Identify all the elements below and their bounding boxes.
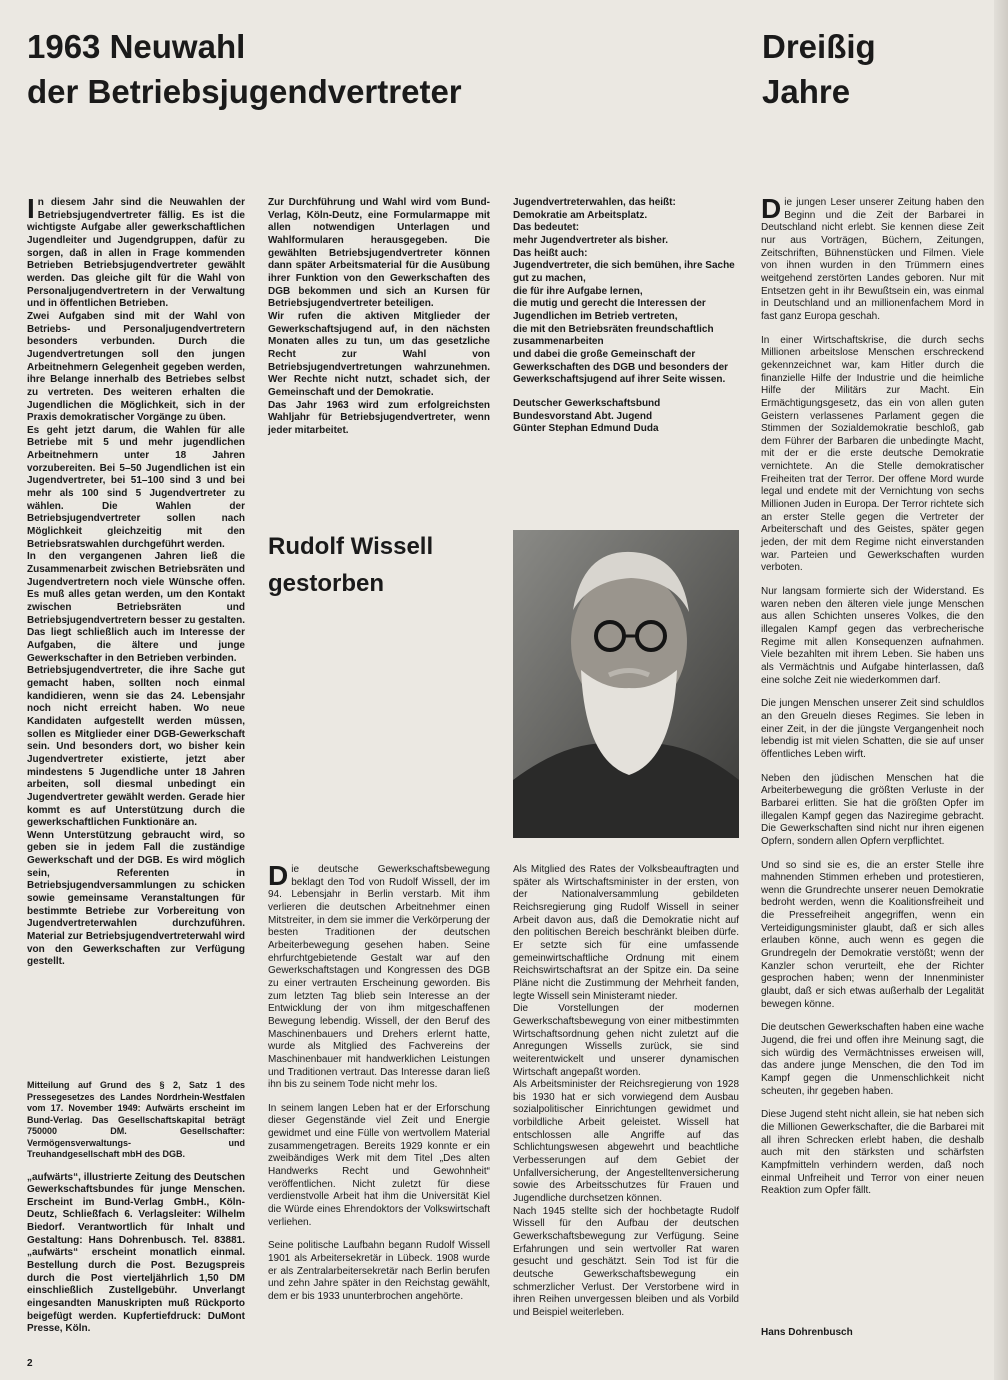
title-line: Rudolf Wissell <box>268 533 434 560</box>
paragraph: ie jungen Leser unserer Zeitung haben den Beginn und die Zeit der Barbarei in Deutschland nicht erlebt. Sie kennen diese Zeit nur aus Vorträgen, Büchern, Zeitungen, Zeitschriften, Bühnenstücken und Filmen. Viele von ihnen wurden in den Trümmern eines weitgehend zerstörten Landes geboren. Nur mit Entsetzen geht in ihr Bewußtsein ein, was einmal in Deutschland und an millionenfachem Mord in fast ganz Europa geschah. <box>761 197 984 322</box>
publisher-info: „aufwärts“, illustrierte Zeitung des Deutschen Gewerkschaftsbundes für junge Menschen. Erscheint im Bund-Verlag GmbH., Köln-Deutz, Schließfach 6. Verlagsleiter: Wilhelm Biedorf. Verantwortlich für Inhalt und Gestaltung: Hans Dohrenbusch. Tel. 83881. „aufwärts“ erscheint monatlich einmal. Bestellung durch die Post. Bezugspreis durch die Post vierteljährlich 1,50 DM einschließlich Zustellgebühr. Unverlangt eingesandten Manuskripten muß Rückporto beigefügt werden. Kupfertiefdruck: DuMont Presse, Köln. <box>27 1171 245 1335</box>
paragraph: Wir rufen die aktiven Mitglieder der Gewerkschaftsjugend auf, in den nächsten Monaten alles zu tun, um das gesetzliche Recht zur Wahl von Betriebsjugendvertretungen wahrzunehmen. Wer Rechte nicht nutzt, schadet sich, der Gemeinschaft und der Demokratie. <box>268 310 490 398</box>
paragraph: Betriebsjugendvertreter, die ihre Sache gut gemacht haben, sollten noch einmal kandidieren, wenn sie das 24. Lebensjahr noch nicht erreicht haben. Wo neue Kandidaten aufgestellt werden müssen, sollen es Mitglieder einer DGB-Gewerkschaft sein. Und besonders dort, wo bisher kein Jugendvertreter existierte, jetzt aber mindestens 5 Jugendliche unter 18 Jahren arbeiten, soll diesmal unbedingt ein Jugendvertreter gewählt werden. Gerade hier kommt es auf Unterstützung durch die gewerkschaftlichen Funktionäre an. <box>27 665 245 829</box>
paragraph: Neben den jüdischen Menschen hat die Arbeiterbewegung die größten Verluste in der Barbarei erlitten. Sie hat die größten Opfer im illegalen Kampf gegen das Naziregime gebracht. Die Gewerkschaften sind nicht nur ihren eigenen Opfern, sondern allen Opfern verpflichtet. <box>761 772 984 847</box>
paragraph: Und so sind sie es, die an erster Stelle ihre mahnenden Stimmen erheben und protestieren, wenn die Grundrechte unserer neuen Demokratie bedroht werden, wenn die Koalitionsfreiheit und die Pressefreiheit angegriffen, wenn ein Verteidigungsminister glaubt, daß er sich alles erlauben könne, auch wenn es gegen die Grundregeln der Demokratie verstößt; wenn der Kanzler schon verurteilt, ehe der Richter gesprochen haben; wenn der Innenminister glaubt, daß er sich etwas außerhalb der Legalität bewegen könne. <box>761 859 984 1010</box>
headline-line: 1963 Neuwahl <box>27 28 246 65</box>
paragraph: In den vergangenen Jahren ließ die Zusammenarbeit zwischen Betriebsräten und Jugendvertretern noch viele Wünsche offen. Es muß alles getan werden, um den Kontakt zwischen Betriebsräten und Betriebsjugendvertretern besser zu gestalten. Das liegt schließlich auch im Interesse der Aufgaben, die ältere und junge Gewerkschafter in den Betrieben verbinden. <box>27 551 245 664</box>
paragraph: n diesem Jahr sind die Neuwahlen der Betriebsjugendvertreter fällig. Es ist die wichtigste Aufgabe aller gewerkschaftlichen Jugendleiter und Jugendgruppen, dafür zu sorgen, daß in allen in Frage kommenden Betrieben Betriebsjugendvertreter gewählt werden. Das gleiche gilt für die Wahl von Personaljugendvertretern in der Verwaltung und in öffentlichen Betrieben. <box>27 197 245 310</box>
impressum <box>27 1080 245 1347</box>
obituary-column-2 <box>513 864 739 1320</box>
drop-cap: I <box>27 193 35 224</box>
paragraph: Als Mitglied des Rates der Volksbeauftragten und später als Wirtschaftsminister in der ersten, von der Nationalversammlung gebildeten Reichsregierung ging Rudolf Wissell in seiner Arbeit davon aus, daß die Demokratie nicht auf den politischen Bereich beschränkt bleiben dürfe. Er setzte sich für eine umfassende gemeinwirtschaftliche Ordnung mit einem Reichswirtschaftsrat an der Spitze ein. Da seine Pläne nicht die Zustimmung der Mehrheit fanden, legte Wissell sein Ministeramt nieder. <box>513 864 739 1002</box>
list-line: Demokratie am Arbeitsplatz. <box>513 209 648 221</box>
portrait-photo <box>513 530 739 838</box>
paragraph: Das Jahr 1963 wird zum erfolgreichsten Wahljahr für Betriebsjugendvertreter, wenn jeder mitarbeitet. <box>268 399 490 436</box>
list-line: und dabei die große Gemeinschaft der Gewerkschaften des DGB und besonders der Gewerkschaftsjugend auf ihrer Seite wissen. <box>513 348 729 386</box>
paragraph: Diese Jugend steht nicht allein, sie hat neben sich die Millionen Gewerkschafter, die die Barbarei mit all ihren Schrecken erlebt haben, die deshalb auch mit den stärksten und schärfsten Kampfmitteln verhindern werden, daß noch einmal Unfreiheit und Terror von einer neuen Reaktion zum Opfer fällt. <box>761 1109 984 1197</box>
sender-line: Deutscher Gewerkschaftsbund <box>513 397 661 409</box>
drop-cap: D <box>761 193 782 224</box>
drop-cap: D <box>268 860 289 891</box>
obituary-column-1 <box>268 860 490 1304</box>
title-line: gestorben <box>268 570 385 597</box>
paragraph: Nach 1945 stellte sich der hochbetagte Rudolf Wissell für den Aufbau der deutschen Gewerkschaftsbewegung zur Verfügung. Seine Erfahrungen und sein wertvoller Rat waren gesucht und geschätzt. Sein Tod ist für die deutsche Gewerkschaftsbewegung ein schmerzlicher Verlust. Der Verstorbene wird in ihren Reihen unvergessen bleiben und als Vorbild und Beispiel weiterleben. <box>513 1205 739 1318</box>
paragraph: Zur Durchführung und Wahl wird vom Bund-Verlag, Köln-Deutz, eine Formularmappe mit allen notwendigen Unterlagen und Wahlformularen herausgegeben. Die gewählten Betriebsjugendvertreter können dann später Arbeitsmaterial für die Ausübung ihrer Funktion von den Gewerkschaften des DGB bekommen und sich an Kursen für Betriebsjugendvertreter beteiligen. <box>268 197 490 310</box>
headline-dreissig-jahre <box>762 24 876 114</box>
paragraph: Die Vorstellungen der modernen Gewerkschaftsbewegung von einer mitbestimmten Wirtschaftsordnung gehen nicht zuletzt auf die Anregungen Wissells zurück, sie sind weiterentwickelt und unserer dynamischen Wirtschaft angepaßt worden. <box>513 1003 739 1078</box>
headline-line: Jahre <box>762 73 851 110</box>
list-line: Jugendvertreterwahlen, das heißt: <box>513 197 676 208</box>
paragraph: Zwei Aufgaben sind mit der Wahl von Betriebs- und Personaljugendvertretern besonders verbunden. Durch die Jugendvertretungen soll den jungen Arbeitnehmern Gelegenheit gegeben werden, ihre Belange innerhalb des Betriebes selbst zu vertreten. Des weiteren erhalten die Jugendlichen die Möglichkeit, sich in der Praxis demokratischer Vorgänge zu üben. <box>27 310 245 424</box>
list-line: Jugendvertreter, die sich bemühen, ihre Sache gut zu machen, <box>513 260 735 284</box>
sender-line: Günter Stephan Edmund Duda <box>513 423 659 435</box>
list-line: mehr Jugendvertreter als bisher. <box>513 234 669 246</box>
list-line: die für ihre Aufgabe lernen, <box>513 285 643 297</box>
legal-notice: Mitteilung auf Grund des § 2, Satz 1 des Pressegesetzes des Landes Nordrhein-Westfalen vom 17. November 1949: Aufwärts erscheint im Bund-Verlag. Das Gesellschaftskapital beträgt 750000 DM. Gesellschafter: Vermögensverwaltungs- und Treuhandgesellschaft mbH des DGB. <box>27 1080 245 1159</box>
portrait-illustration <box>513 530 739 838</box>
author-signature: Hans Dohrenbusch <box>761 1327 853 1338</box>
page-edge <box>994 0 1008 1380</box>
paragraph: Wenn Unterstützung gebraucht wird, so geben sie in jedem Fall die zuständige Gewerkschaft und der DGB. Es wird möglich sein, Referenten in Betriebsjugendversammlungen zu schicken sowie gemeinsame Veranstaltungen für bestimmte Betriebe zur Vorbereitung von Jugendvertreterwahlen durchzuführen. Material zur Betriebsjugendvertreterwahl wird von den Gewerkschaften zur Verfügung gestellt. <box>27 829 245 968</box>
paragraph: Es geht jetzt darum, die Wahlen für alle Betriebe mit 5 und mehr jugendlichen Arbeitnehmern unter 18 Jahren vorzubereiten. Bei 5–50 Jugendlichen ist ein Jugendvertreter, bei 51–100 sind 3 und bei mehr als 100 sind 5 Jugendvertreter zu wählen. Die Wahlen der Betriebsjugendvertreter sollen nach Möglichkeit gleichzeitig mit den Betriebsratswahlen durchgeführt werden. <box>27 424 245 550</box>
list-line: Das heißt auch: <box>513 247 588 259</box>
headline-line: Dreißig <box>762 28 876 65</box>
headline-line: der Betriebsjugendvertreter <box>27 73 462 110</box>
page-number: 2 <box>27 1358 33 1369</box>
paragraph: ie deutsche Gewerkschaftsbewegung beklagt den Tod von Rudolf Wissell, der im 94. Lebensjahr in Berlin verstarb. Mit ihm verlieren die deutschen Arbeitnehmer einen Mitstreiter, in dem sie immer die Verkörperung der besten Traditionen der deutschen Arbeiterbewegung gesehen haben. Seine ehrfurchtgebietende Gestalt war auf den Gewerkschaftstagen und Kongressen des DGB zu einer vertrauten Erscheinung geworden. Bis zum letzten Tag blieb sein Interesse an der Entwicklung der von ihm mitgeschaffenen Bewegung lebendig. Wissell, der den Beruf des Maschinenbauers und Drehers erlernt hatte, wurde als Mitglied des Fachvereins der Maschinenbauer mit handwerklichen Leistungen und Traditionen vertraut. Das Interesse daran ließ ihn bis zu seinem Tode nicht mehr los. <box>268 864 490 1091</box>
paragraph: Als Arbeitsminister der Reichsregierung von 1928 bis 1930 hat er sich vorwiegend dem Ausbau sozialpolitischer Einrichtungen gewidmet und vorbildliche Arbeit geleistet. Wissell hat entschlossen alle Angriffe auf das Schlichtungswesen abgewehrt und beachtliche Verbesserungen auf dem Gebiet der Unfallversicherung, der Angestelltenversicherung sowie des Arbeitsschutzes für Frauen und Jugendliche durchsetzen können. <box>513 1079 739 1205</box>
article-neuwahl-column-1 <box>27 193 245 969</box>
paragraph: In seinem langen Leben hat er der Erforschung dieser Gegenstände viel Zeit und Energie gewidmet und eine Fülle von wertvollem Material zusammengetragen. Bereits 1929 konnte er ein zweibändiges Werk mit dem Titel „Des alten Handwerks Recht und Gewohnheit“ veröffentlichen. Nicht zuletzt für diese verdienstvolle Arbeit hat ihm die Universität Kiel die Würde eines Ehrendoktors der Volkswirtschaft verliehen. <box>268 1102 490 1228</box>
list-line: Das bedeutet: <box>513 222 580 234</box>
headline-neuwahl <box>27 24 462 114</box>
list-line: die mit den Betriebsräten freundschaftlich zusammenarbeiten <box>513 323 714 348</box>
paragraph: Die jungen Menschen unserer Zeit sind schuldlos an den Greueln dieses Regimes. Sie leben in einer Zeit, in der die jüngste Vergangenheit noch lebendig ist mit vielen Schatten, die sie auf unser öffentliches Leben wirft. <box>761 698 984 760</box>
list-line: die mutig und gerecht die Interessen der Jugendlichen im Betrieb vertreten, <box>513 298 706 322</box>
article-dreissig-jahre <box>761 193 984 1198</box>
sender-line: Bundesvorstand Abt. Jugend <box>513 410 653 422</box>
obituary-title <box>268 528 433 602</box>
paragraph: Die deutschen Gewerkschaften haben eine wache Jugend, die frei und offen ihre Meinung sagt, die sich würdig des Vermächtnisses erweisen will, das andere junge Menschen, die den Tod im Kampf gegen die Unmenschlichkeit nicht scheuten, ihr gegeben haben. <box>761 1022 984 1097</box>
paragraph: Seine politische Laufbahn begann Rudolf Wissell 1901 als Arbeitersekretär in Lübeck. 1908 wurde er als Zentralarbeitersekretär nach Berlin berufen und zehn Jahre später in den Reichstag gewählt, dem er bis 1933 ununterbrochen angehörte. <box>268 1240 490 1302</box>
paragraph: Nur langsam formierte sich der Widerstand. Es waren neben den älteren viele junge Menschen aus allen Schichten unseres Volkes, die den illegalen Kampf gegen das verbrecherische Regime mit allen Konsequenzen aufnahmen. Viele bezahlten mit ihrem Leben. Sie haben uns als Vermächtnis und Aufgabe hinterlassen, daß eine solche Zeit nie wiederkommen darf. <box>761 586 984 686</box>
article-neuwahl-column-3 <box>513 197 739 436</box>
paragraph: In einer Wirtschaftskrise, die durch sechs Millionen arbeitslose Menschen erschreckend gekennzeichnet war, kam Hitler durch die finanzielle Hilfe der Industrie und die heimliche Hilfe der Militärs zur Macht. Ein Ermächtigungsgesetz, das ein von allen guten Geistern verlassenes Parlament gegen die Stimmen der Sozialdemokratie beschloß, gab dem Führer der Barbaren die unbedingte Macht, mit der er die erste deutsche Demokratie vernichtete. An die Stelle demokratischer Freiheiten trat der Terror. Der offene Mord wurde legal und endete mit der Vernichtung von sechs Millionen Juden in Europa. Der Terror richtete sich an erster Stelle gegen die Vertreter der Arbeiterschaft und des Geistes, später gegen jeden, der mit dem Regime nicht einverstanden war. Parteien und Gewerkschaften wurden verboten. <box>761 334 984 574</box>
article-neuwahl-column-2 <box>268 197 490 437</box>
